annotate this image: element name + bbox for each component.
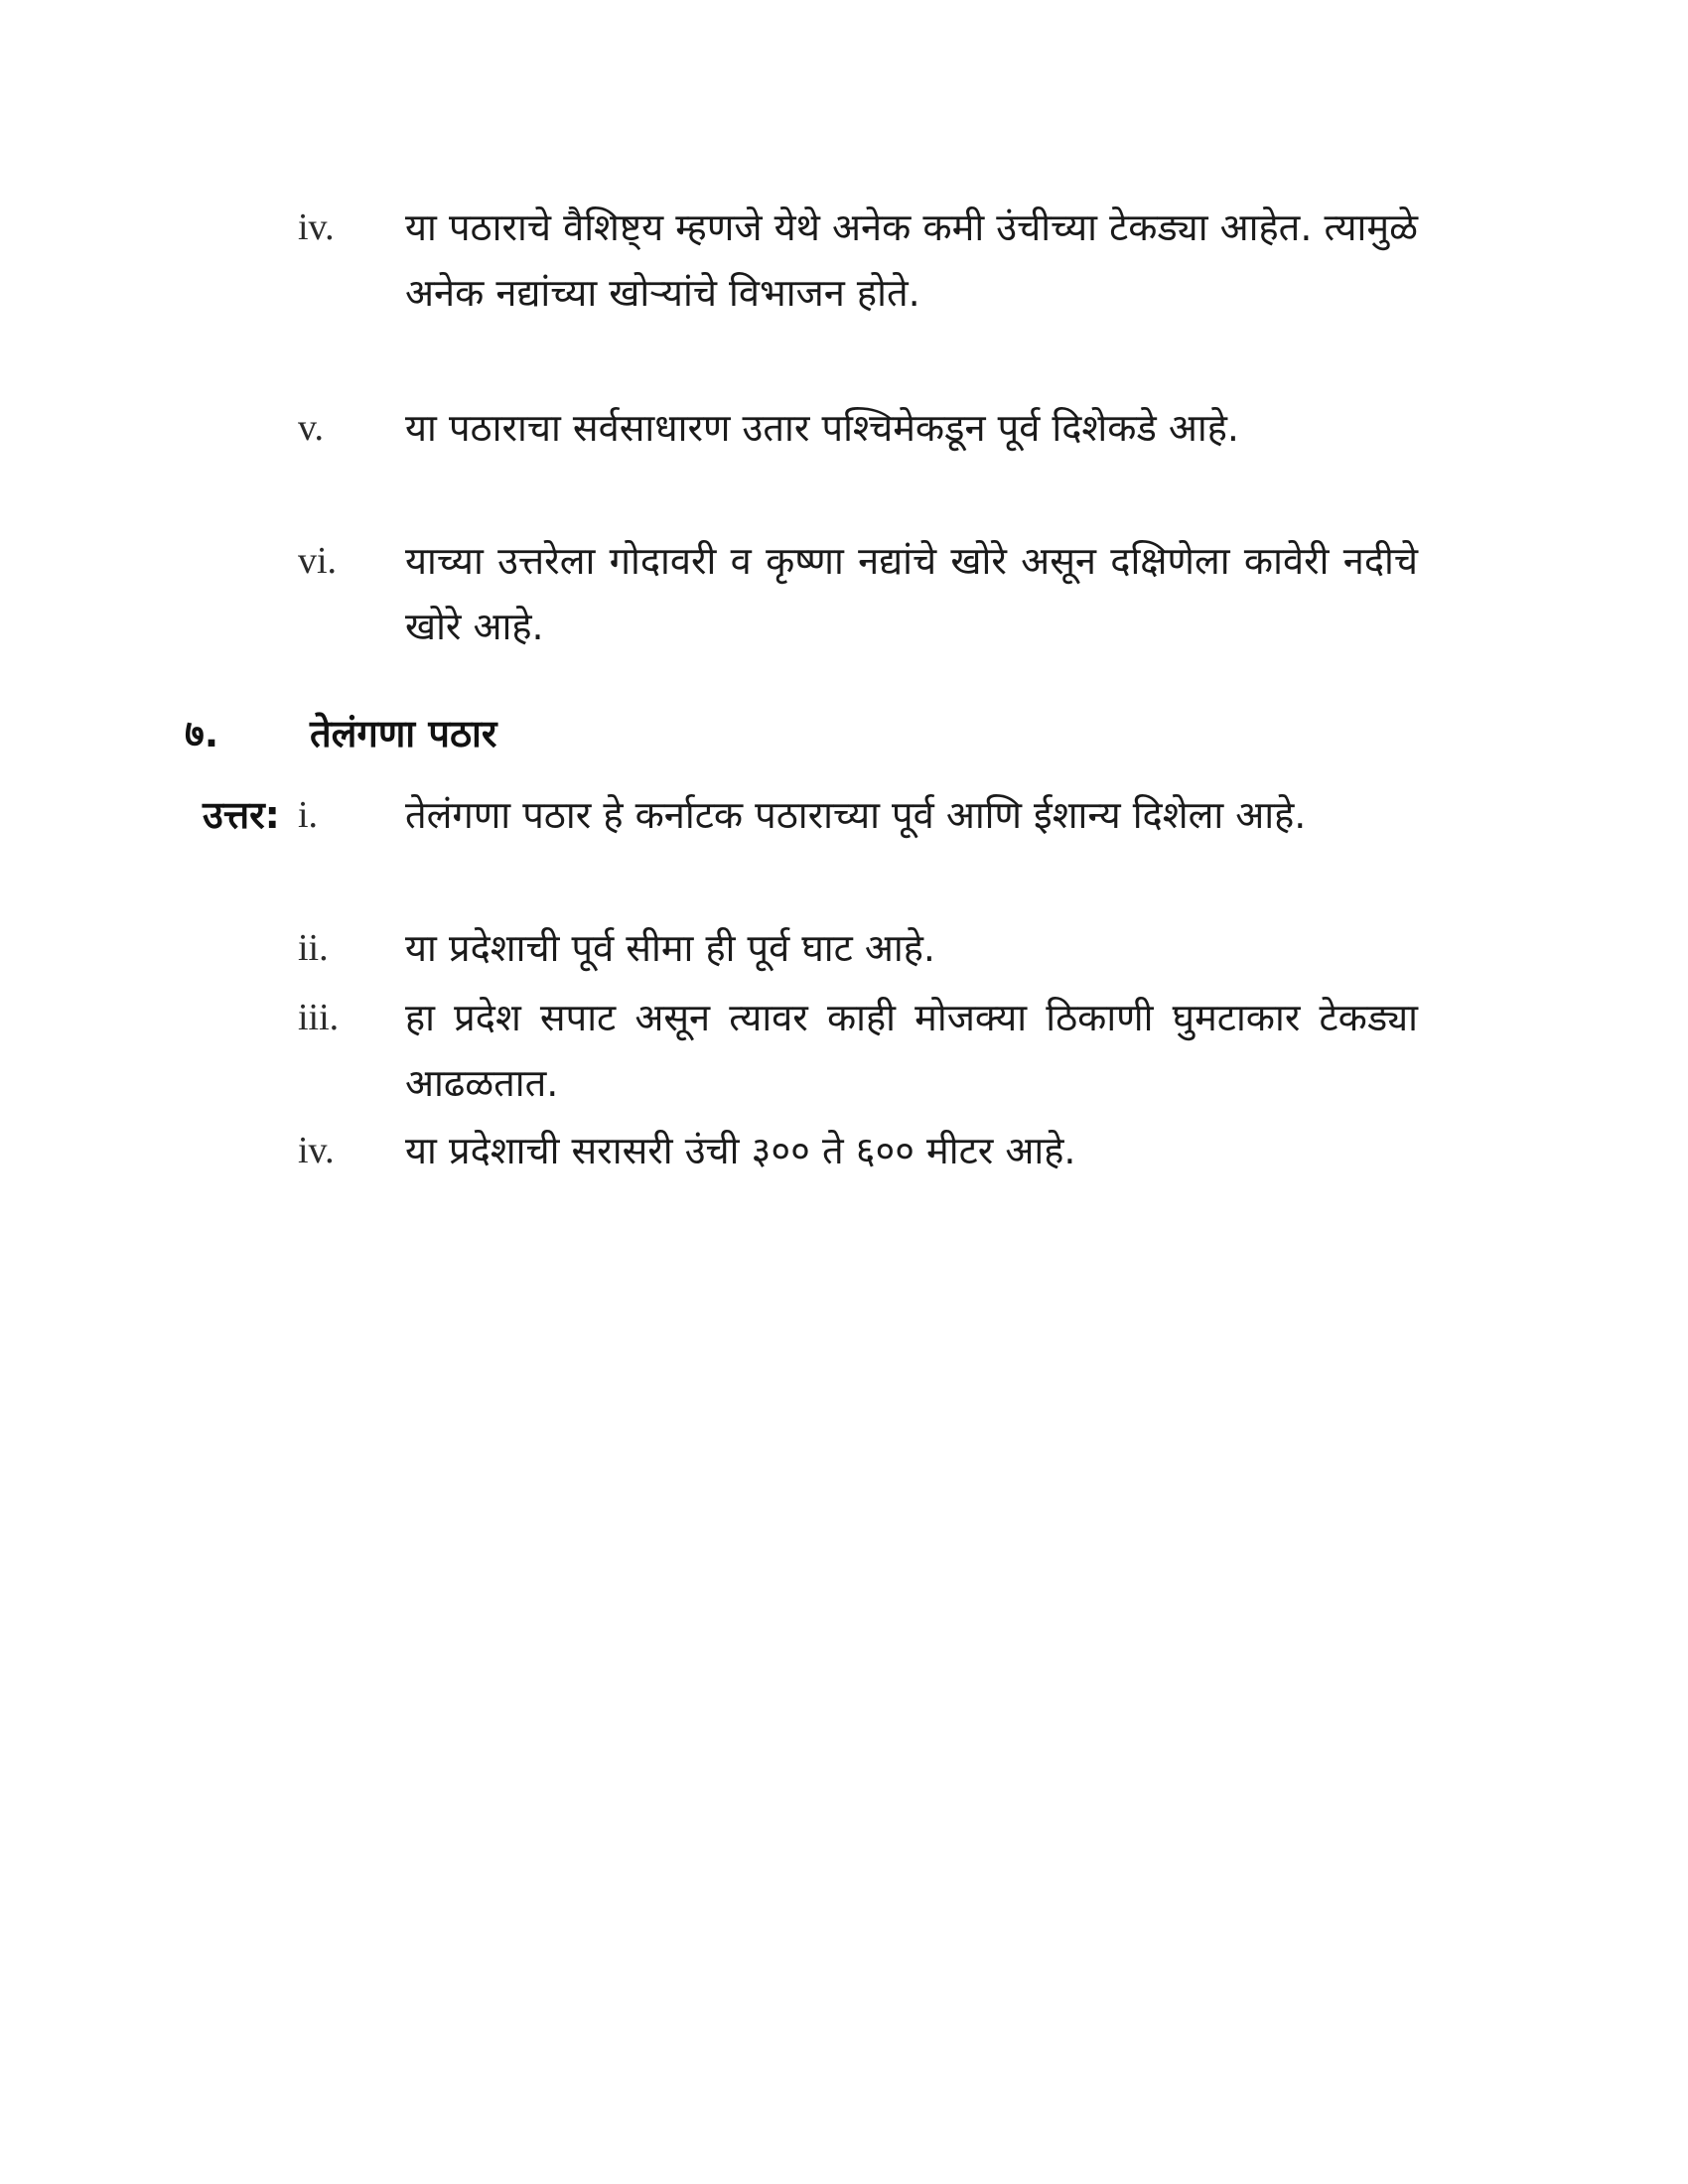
section-heading-title: तेलंगणा पठार xyxy=(310,712,497,755)
list-item-text: या पठाराचे वैशिष्ट्य म्हणजे येथे अनेक कमी उंचीच्या टेकड्या आहेत. त्यामुळे अनेक नद्यांच्या खोऱ्यांचे विभाजन होते. xyxy=(405,205,1418,315)
list-item-number: v. xyxy=(298,407,325,449)
list-item-text: या प्रदेशाची पूर्व सीमा ही पूर्व घाट आहे. xyxy=(405,926,935,970)
list-item-number: ii. xyxy=(298,927,329,969)
list-item-text: याच्या उत्तरेला गोदावरी व कृष्णा नद्यांचे खोरे असून दक्षिणेला कावेरी नदीचे खोरे आहे. xyxy=(405,539,1418,648)
list-item-text: तेलंगणा पठार हे कर्नाटक पठाराच्या पूर्व आणि ईशान्य दिशेला आहे. xyxy=(405,793,1307,837)
answer-label: उत्तर: xyxy=(203,793,280,837)
section-heading xyxy=(185,701,1078,766)
list-item-number: vi. xyxy=(298,540,338,582)
list-item-text: या प्रदेशाची सरासरी उंची ३०० ते ६०० मीटर आहे. xyxy=(405,1129,1076,1172)
list-item-number: i. xyxy=(298,794,319,836)
list-item-number: iv. xyxy=(298,1130,335,1171)
list-item-text: या पठाराचा सर्वसाधारण उतार पश्चिमेकडून पूर्व दिशेकडे आहे. xyxy=(405,406,1239,450)
list-item-text: हा प्रदेश सपाट असून त्यावर काही मोजक्या ठिकाणी घुमटाकार टेकड्या आढळतात. xyxy=(405,996,1418,1105)
section-heading-number: ७. xyxy=(185,712,219,755)
list-item-number: iv. xyxy=(298,206,335,248)
list-item-number: iii. xyxy=(298,997,340,1038)
